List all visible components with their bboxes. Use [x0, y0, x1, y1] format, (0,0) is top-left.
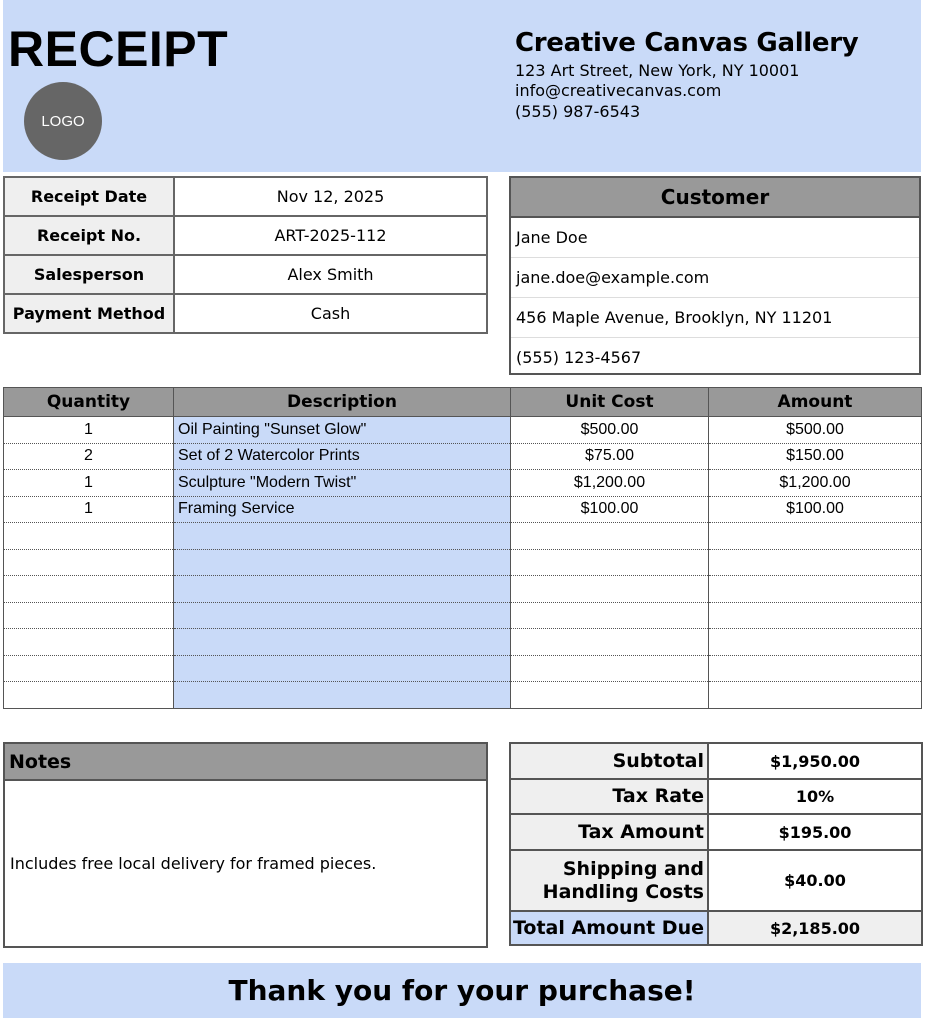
tax-rate-label: Tax Rate — [510, 779, 708, 814]
receipt-title: RECEIPT — [8, 21, 229, 77]
tax-rate-value[interactable]: 10% — [708, 779, 922, 814]
table-row — [4, 655, 922, 682]
totals-table — [509, 742, 923, 946]
company-address: 123 Art Street, New York, NY 10001 — [515, 61, 800, 80]
column-header-amount: Amount — [709, 388, 922, 417]
customer-email[interactable]: jane.doe@example.com — [511, 258, 919, 298]
company-email: info@creativecanvas.com — [515, 81, 722, 100]
info-row — [4, 177, 487, 216]
item-amount[interactable] — [709, 655, 922, 682]
item-quantity[interactable]: 1 — [4, 470, 174, 497]
item-amount[interactable]: $150.00 — [709, 443, 922, 470]
items-header-row — [4, 388, 922, 417]
subtotal-value: $1,950.00 — [708, 743, 922, 779]
item-quantity[interactable] — [4, 629, 174, 656]
total-due-label: Total Amount Due — [510, 911, 708, 945]
customer-heading: Customer — [511, 178, 919, 218]
item-unit-cost[interactable]: $75.00 — [511, 443, 709, 470]
item-description[interactable]: Oil Painting "Sunset Glow" — [174, 417, 511, 444]
shipping-label-line-1: Shipping and — [562, 857, 704, 880]
subtotal-label: Subtotal — [510, 743, 708, 779]
item-unit-cost[interactable]: $100.00 — [511, 496, 709, 523]
tax-amount-value: $195.00 — [708, 814, 922, 850]
column-header-quantity: Quantity — [4, 388, 174, 417]
customer-phone[interactable]: (555) 123-4567 — [516, 348, 642, 367]
footer-band — [3, 963, 921, 1018]
item-description[interactable] — [174, 682, 511, 709]
info-row — [4, 255, 487, 294]
item-unit-cost[interactable] — [511, 682, 709, 709]
item-description[interactable] — [174, 523, 511, 550]
receipt-info-table — [3, 176, 488, 334]
items-table — [3, 387, 922, 709]
shipping-label-line-2: Handling Costs — [542, 880, 704, 903]
item-unit-cost[interactable]: $500.00 — [511, 417, 709, 444]
item-description[interactable] — [174, 655, 511, 682]
total-due-value: $2,185.00 — [708, 911, 922, 945]
item-unit-cost[interactable]: $1,200.00 — [511, 470, 709, 497]
table-row — [4, 496, 922, 523]
tax-amount-label: Tax Amount — [510, 814, 708, 850]
table-row — [4, 523, 922, 550]
info-label: Receipt No. — [4, 216, 174, 255]
info-label: Salesperson — [4, 255, 174, 294]
item-quantity[interactable]: 1 — [4, 496, 174, 523]
thank-you-message: Thank you for your purchase! — [228, 974, 696, 1007]
info-value[interactable]: Nov 12, 2025 — [174, 177, 487, 216]
table-row — [4, 682, 922, 709]
item-quantity[interactable] — [4, 602, 174, 629]
company-name: Creative Canvas Gallery — [515, 28, 859, 58]
item-amount[interactable]: $100.00 — [709, 496, 922, 523]
notes-box — [3, 742, 488, 948]
item-description[interactable]: Set of 2 Watercolor Prints — [174, 443, 511, 470]
table-row — [4, 576, 922, 603]
item-amount[interactable] — [709, 629, 922, 656]
item-unit-cost[interactable] — [511, 602, 709, 629]
item-quantity[interactable] — [4, 576, 174, 603]
info-value[interactable]: ART-2025-112 — [174, 216, 487, 255]
item-quantity[interactable] — [4, 523, 174, 550]
table-row — [4, 470, 922, 497]
item-description[interactable] — [174, 576, 511, 603]
tax-amount-row — [510, 814, 922, 850]
info-label: Receipt Date — [4, 177, 174, 216]
column-header-description: Description — [174, 388, 511, 417]
item-amount[interactable] — [709, 602, 922, 629]
info-row — [4, 294, 487, 333]
item-description[interactable]: Framing Service — [174, 496, 511, 523]
table-row — [4, 417, 922, 444]
item-amount[interactable] — [709, 549, 922, 576]
item-amount[interactable]: $500.00 — [709, 417, 922, 444]
item-description[interactable] — [174, 629, 511, 656]
shipping-value[interactable]: $40.00 — [708, 850, 922, 911]
item-amount[interactable] — [709, 576, 922, 603]
item-quantity[interactable] — [4, 655, 174, 682]
logo-text: LOGO — [41, 112, 85, 130]
item-quantity[interactable]: 1 — [4, 417, 174, 444]
customer-name[interactable]: Jane Doe — [511, 218, 919, 258]
item-unit-cost[interactable] — [511, 549, 709, 576]
column-header-unit-cost: Unit Cost — [511, 388, 709, 417]
item-description[interactable] — [174, 549, 511, 576]
customer-box — [509, 176, 921, 375]
info-value[interactable]: Alex Smith — [174, 255, 487, 294]
item-unit-cost[interactable] — [511, 576, 709, 603]
item-quantity[interactable] — [4, 549, 174, 576]
item-amount[interactable]: $1,200.00 — [709, 470, 922, 497]
tax-rate-row — [510, 779, 922, 814]
table-row — [4, 549, 922, 576]
logo-placeholder — [24, 82, 102, 160]
shipping-label — [510, 850, 708, 911]
info-value[interactable]: Cash — [174, 294, 487, 333]
item-quantity[interactable]: 2 — [4, 443, 174, 470]
notes-heading: Notes — [5, 744, 486, 781]
info-row — [4, 216, 487, 255]
item-description[interactable]: Sculpture "Modern Twist" — [174, 470, 511, 497]
total-due-row — [510, 911, 922, 945]
item-quantity[interactable] — [4, 682, 174, 709]
item-unit-cost[interactable] — [511, 655, 709, 682]
item-unit-cost[interactable] — [511, 629, 709, 656]
table-row — [4, 443, 922, 470]
shipping-row — [510, 850, 922, 911]
subtotal-row — [510, 743, 922, 779]
item-amount[interactable] — [709, 682, 922, 709]
table-row — [4, 629, 922, 656]
item-unit-cost[interactable] — [511, 523, 709, 550]
item-description[interactable] — [174, 602, 511, 629]
item-amount[interactable] — [709, 523, 922, 550]
customer-address[interactable]: 456 Maple Avenue, Brooklyn, NY 11201 — [511, 298, 919, 338]
info-label: Payment Method — [4, 294, 174, 333]
notes-text[interactable]: Includes free local delivery for framed pieces. — [10, 854, 377, 873]
company-phone: (555) 987-6543 — [515, 102, 641, 121]
table-row — [4, 602, 922, 629]
